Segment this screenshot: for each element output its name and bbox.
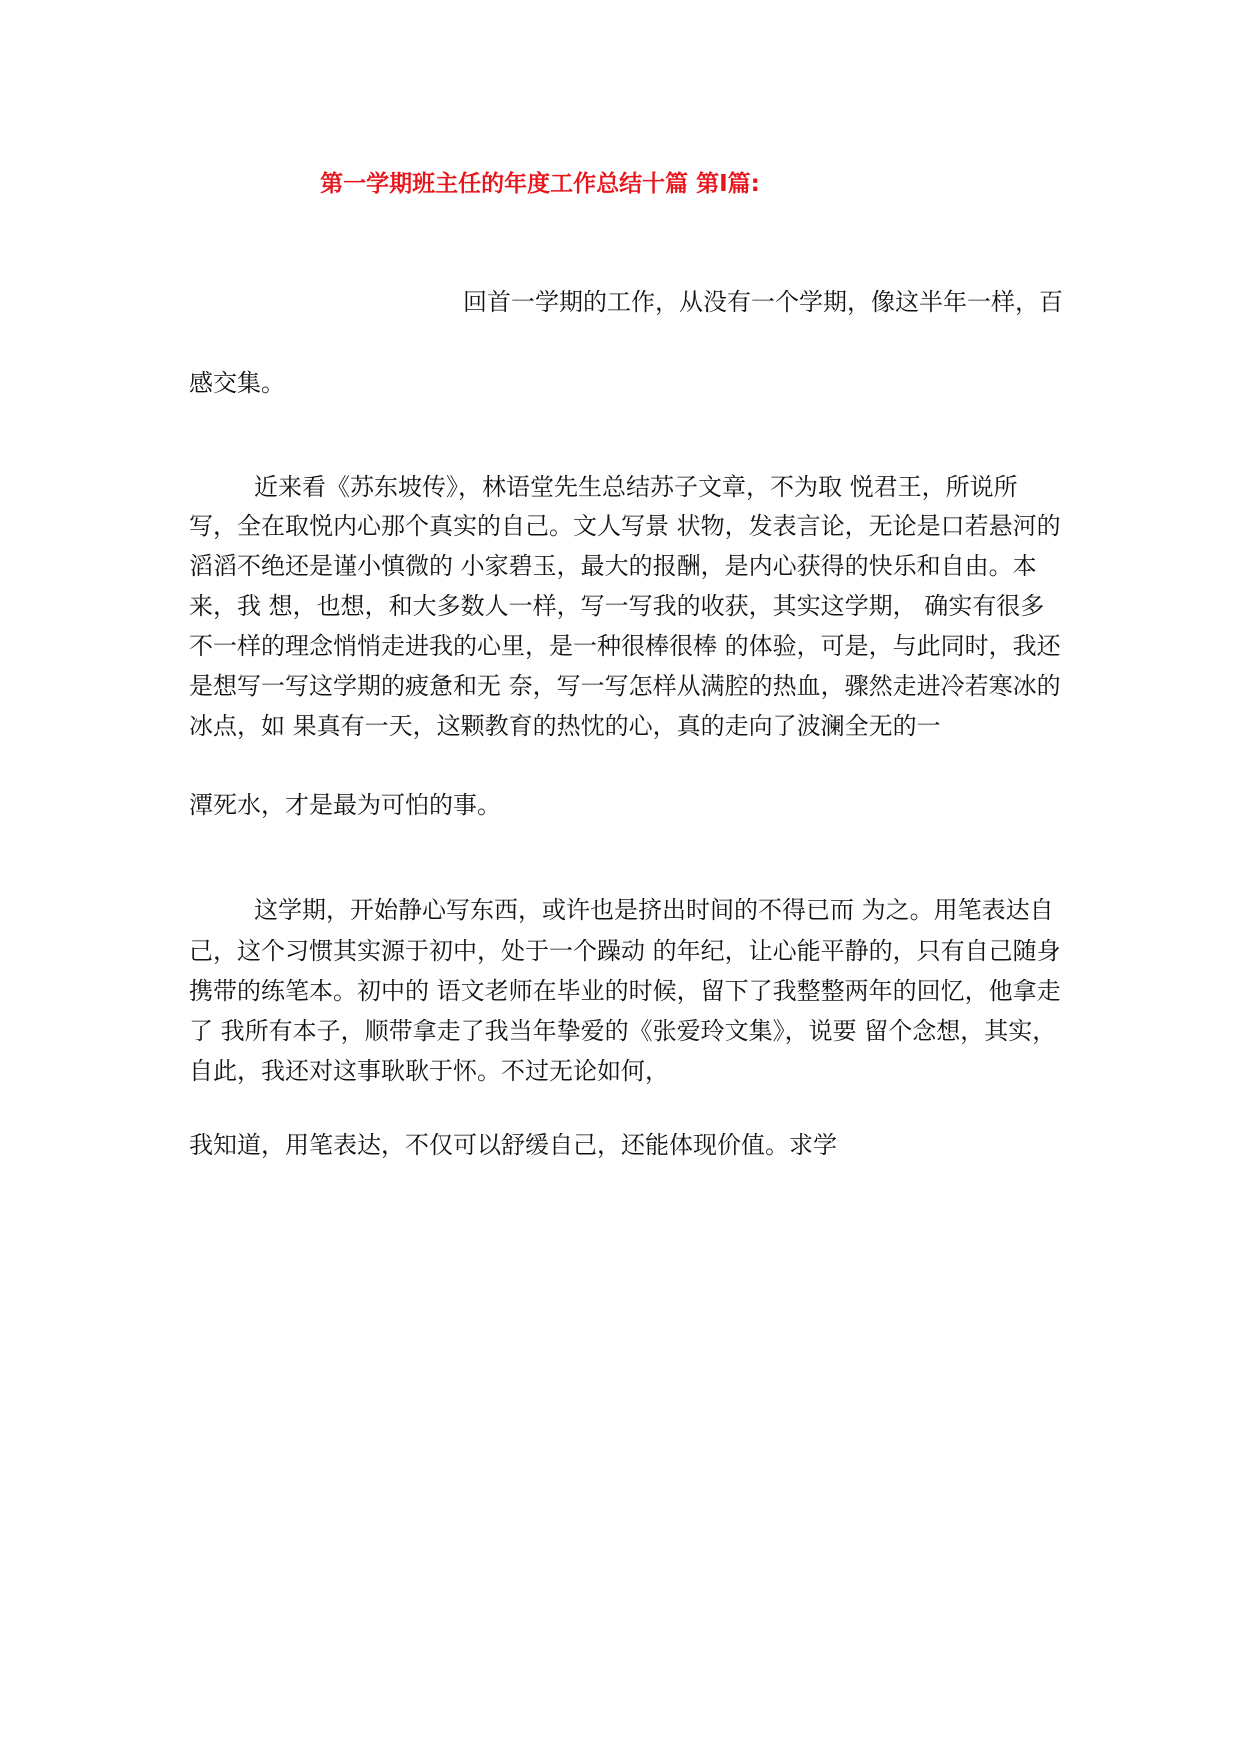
opening-line-2: 感交集。: [189, 369, 285, 397]
paragraph-1-line-3: 滔滔不绝还是谨小慎微的 小家碧玉，最大的报酬，是内心获得的快乐和自由。本: [189, 552, 1037, 580]
paragraph-2-line-2: 己，这个习惯其实源于初中，处于一个躁动 的年纪，让心能平静的，只有自己随身: [189, 937, 1061, 965]
paragraph-1-line-8: 潭死水，才是最为可怕的事。: [189, 791, 501, 819]
paragraph-2-line-4: 了 我所有本子，顺带拿走了我当年挚爱的《张爱玲文集》，说要 留个念想，其实，: [189, 1017, 1057, 1045]
paragraph-2-line-1: 这学期，开始静心写东西，或许也是挤出时间的不得已而 为之。用笔表达自: [254, 896, 1054, 924]
paragraph-1-line-2: 写，全在取悦内心那个真实的自己。文人写景 状物，发表言论，无论是口若悬河的: [189, 512, 1061, 540]
paragraph-1-line-6: 是想写一写这学期的疲惫和无 奈，写一写怎样从满腔的热血，骤然走进冷若寒冰的: [189, 672, 1061, 700]
paragraph-1-line-4: 来，我 想，也想，和大多数人一样，写一写我的收获，其实这学期， 确实有很多: [189, 592, 1045, 620]
paragraph-2-line-6: 我知道，用笔表达，不仅可以舒缓自己，还能体现价值。求学: [189, 1131, 837, 1159]
paragraph-2-line-5: 自此，我还对这事耿耿于怀。不过无论如何，: [189, 1057, 669, 1085]
opening-line-1: 回首一学期的工作，从没有一个学期，像这半年一样，百: [463, 288, 1063, 316]
paragraph-1-line-5: 不一样的理念悄悄走进我的心里，是一种很棒很棒 的体验，可是，与此同时，我还: [189, 632, 1061, 660]
paragraph-1-line-1: 近来看《苏东坡传》，林语堂先生总结苏子文章，不为取 悦君王，所说所: [254, 473, 1018, 501]
document-title: 第一学期班主任的年度工作总结十篇 第Ⅰ篇:: [320, 171, 760, 197]
paragraph-2-line-3: 携带的练笔本。初中的 语文老师在毕业的时候，留下了我整整两年的回忆，他拿走: [189, 977, 1061, 1005]
paragraph-1-line-7: 冰点，如 果真有一天，这颗教育的热忱的心，真的走向了波澜全无的一: [189, 712, 941, 740]
